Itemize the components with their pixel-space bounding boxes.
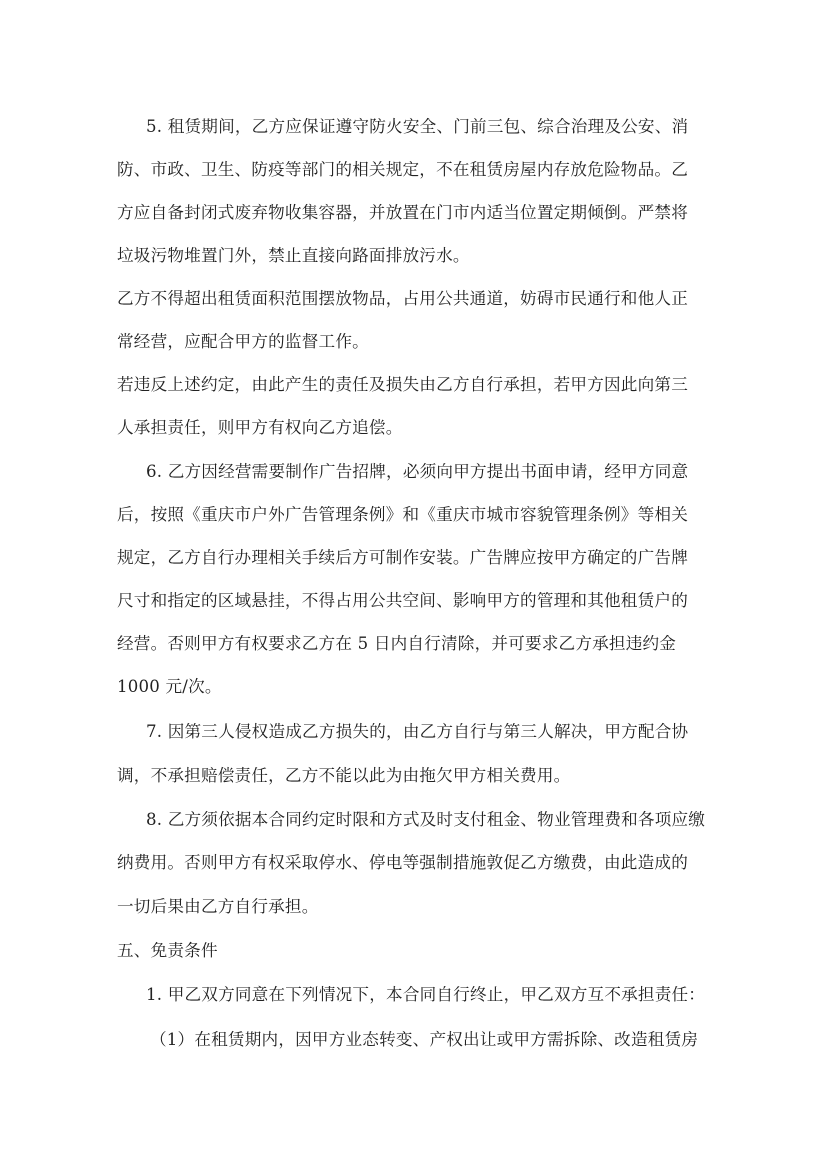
text-line: 五、免责条件 bbox=[117, 941, 218, 960]
text-line: 防、市政、卫生、防疫等部门的相关规定，不在租赁房屋内存放危险物品。乙 bbox=[117, 160, 688, 179]
text-line: 8. 乙方须依据本合同约定时限和方式及时支付租金、物业管理费和各项应缴 bbox=[146, 810, 706, 829]
text-line: 尺寸和指定的区域悬挂，不得占用公共空间、影响甲方的管理和其他租赁户的 bbox=[117, 591, 688, 610]
text-line: 调，不承担赔偿责任，乙方不能以此为由拖欠甲方相关费用。 bbox=[117, 766, 571, 785]
text-line: 7. 因第三人侵权造成乙方损失的，由乙方自行与第三人解决，甲方配合协 bbox=[146, 722, 689, 741]
text-line: 6. 乙方因经营需要制作广告招牌，必须向甲方提出书面申请，经甲方同意 bbox=[146, 462, 689, 481]
text-line: 垃圾污物堆置门外，禁止直接向路面排放污水。 bbox=[117, 246, 470, 265]
text-line: 一切后果由乙方自行承担。 bbox=[117, 897, 319, 916]
text-line: 5. 租赁期间，乙方应保证遵守防火安全、门前三包、综合治理及公安、消 bbox=[146, 117, 689, 136]
text-line: 纳费用。否则甲方有权采取停水、停电等强制措施敦促乙方缴费，由此造成的 bbox=[117, 853, 688, 872]
text-line: 后，按照《重庆市户外广告管理条例》和《重庆市城市容貌管理条例》等相关 bbox=[117, 505, 688, 524]
text-line: 人承担责任，则甲方有权向乙方追偿。 bbox=[117, 418, 403, 437]
text-line: 乙方不得超出租赁面积范围摆放物品，占用公共通道，妨碍市民通行和他人正 bbox=[117, 289, 688, 308]
text-line: 规定，乙方自行办理相关手续后方可制作安装。广告牌应按甲方确定的广告牌 bbox=[117, 548, 688, 567]
text-line: 常经营，应配合甲方的监督工作。 bbox=[117, 332, 369, 351]
text-line: （1）在租赁期内，因甲方业态转变、产权出让或甲方需拆除、改造租赁房 bbox=[150, 1030, 699, 1049]
text-line: 1000 元/次。 bbox=[117, 677, 222, 696]
text-line: 方应自备封闭式废弃物收集容器，并放置在门市内适当位置定期倾倒。严禁将 bbox=[117, 203, 688, 222]
text-line: 若违反上述约定，由此产生的责任及损失由乙方自行承担，若甲方因此向第三 bbox=[117, 375, 688, 394]
text-line: 经营。否则甲方有权要求乙方在 5 日内自行清除，并可要求乙方承担违约金 bbox=[117, 634, 677, 653]
text-line: 1. 甲乙双方同意在下列情况下，本合同自行终止，甲乙双方互不承担责任： bbox=[146, 985, 706, 1004]
